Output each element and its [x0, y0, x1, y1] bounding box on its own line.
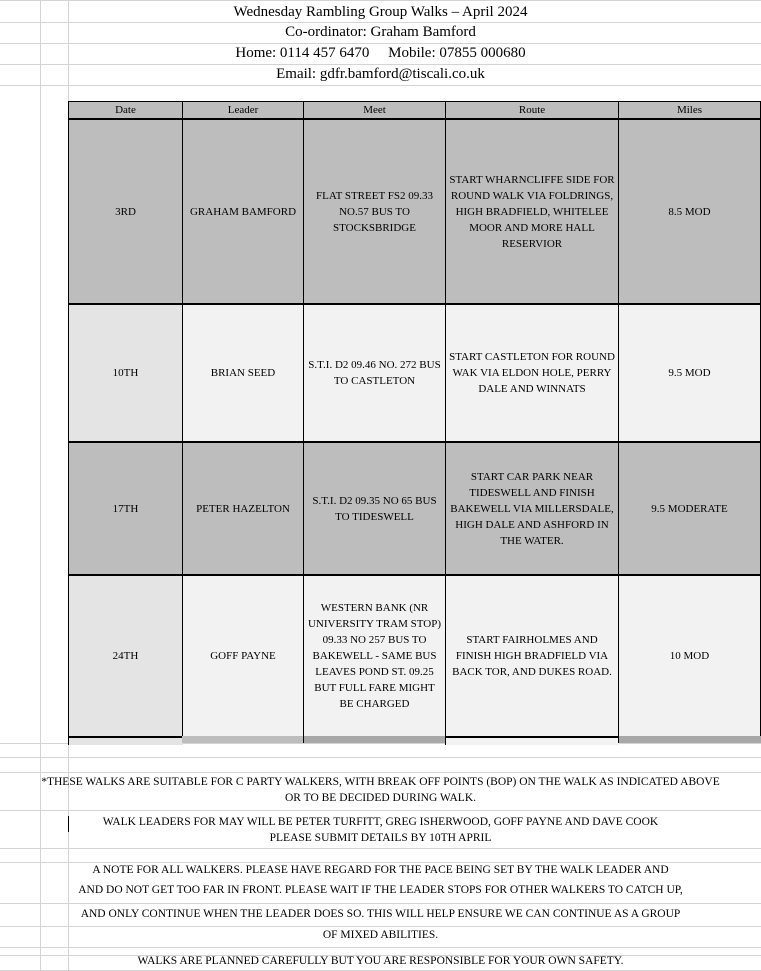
- leader-cell: PETER HAZELTON: [183, 442, 304, 575]
- grid-line: [0, 0, 761, 1]
- date-cell: 24TH: [69, 575, 183, 737]
- miles-cell: 9.5 MODERATE: [619, 442, 761, 575]
- column-header-leader: Leader: [183, 102, 304, 120]
- submit-note: PLEASE SUBMIT DETAILS BY 10TH APRIL: [269, 832, 492, 844]
- row-stub: [68, 736, 183, 745]
- pace-note-4: OF MIXED ABILITIES.: [322, 929, 439, 941]
- grid-line: [0, 85, 761, 86]
- date-cell: 10TH: [69, 304, 183, 442]
- date-cell: 17TH: [69, 442, 183, 575]
- safety-note: WALKS ARE PLANNED CAREFULLY BUT YOU ARE RESPONSIBLE FOR YOUR OWN SAFETY.: [137, 955, 624, 967]
- leader-cell: GRAHAM BAMFORD: [183, 119, 304, 304]
- row-stub: [303, 736, 446, 743]
- grid-line: [0, 772, 761, 773]
- miles-cell: 9.5 MOD: [619, 304, 761, 442]
- leader-cell: BRIAN SEED: [183, 304, 304, 442]
- table-row: [69, 119, 761, 304]
- column-header-date: Date: [69, 102, 183, 120]
- grid-line: [0, 862, 761, 863]
- meet-cell: S.T.I. D2 09.46 NO. 272 BUS TO CASTLETON: [304, 304, 446, 442]
- meet-cell: S.T.I. D2 09.35 NO 65 BUS TO TIDESWELL: [304, 442, 446, 575]
- walks-table: [68, 101, 761, 737]
- row-stub: [445, 736, 619, 745]
- page-title: Wednesday Rambling Group Walks – April 2024: [233, 4, 528, 20]
- email-line: Email: gdfr.bamford@tiscali.co.uk: [276, 66, 485, 82]
- column-header-meet: Meet: [304, 102, 446, 120]
- date-cell: 3RD: [69, 119, 183, 304]
- column-header-route: Route: [446, 102, 619, 120]
- grid-line: [0, 810, 761, 811]
- grid-line: [0, 926, 761, 927]
- suitability-note: *THESE WALKS ARE SUITABLE FOR C PARTY WALKERS, WITH BREAK OFF POINTS (BOP) ON THE WALK AS INDICATED ABOVE: [41, 776, 720, 788]
- phone-line: Home: 0114 457 6470 Mobile: 07855 000680: [235, 45, 526, 61]
- grid-line: [0, 848, 761, 849]
- row-stub: [618, 736, 761, 743]
- table-header-row: [69, 102, 761, 120]
- table-row: [69, 304, 761, 442]
- grid-line: [0, 947, 761, 948]
- row-stub: [182, 736, 303, 743]
- column-header-miles: Miles: [619, 102, 761, 120]
- table-row: [69, 575, 761, 737]
- may-leaders-note: WALK LEADERS FOR MAY WILL BE PETER TURFITT, GREG ISHERWOOD, GOFF PAYNE AND DAVE COOK: [102, 816, 659, 828]
- pace-note-1: A NOTE FOR ALL WALKERS. PLEASE HAVE REGARD FOR THE PACE BEING SET BY THE WALK LEADER AND: [92, 864, 669, 876]
- grid-line: [0, 757, 761, 758]
- meet-cell: WESTERN BANK (NR UNIVERSITY TRAM STOP) 09.33 NO 257 BUS TO BAKEWELL - SAME BUS LEAVES POND ST. 09.25 BUT FULL FARE MIGHT BE CHARGED: [304, 575, 446, 737]
- grid-line: [0, 903, 761, 904]
- meet-cell: FLAT STREET FS2 09.33 NO.57 BUS TO STOCKSBRIDGE: [304, 119, 446, 304]
- route-cell: START CASTLETON FOR ROUND WAK VIA ELDON HOLE, PERRY DALE AND WINNATS: [446, 304, 619, 442]
- pace-note-2: AND DO NOT GET TOO FAR IN FRONT. PLEASE WAIT IF THE LEADER STOPS FOR OTHER WALKERS TO CATCH UP,: [78, 884, 683, 896]
- suitability-note-cont: OR TO BE DECIDED DURING WALK.: [284, 792, 477, 804]
- route-cell: START WHARNCLIFFE SIDE FOR ROUND WALK VIA FOLDRINGS, HIGH BRADFIELD, WHITELEE MOOR AND MORE HALL RESERVIOR: [446, 119, 619, 304]
- miles-cell: 10 MOD: [619, 575, 761, 737]
- route-cell: START CAR PARK NEAR TIDESWELL AND FINISH BAKEWELL VIA MILLERSDALE, HIGH DALE AND ASHFORD IN THE WATER.: [446, 442, 619, 575]
- route-cell: START FAIRHOLMES AND FINISH HIGH BRADFIELD VIA BACK TOR, AND DUKES ROAD.: [446, 575, 619, 737]
- coordinator-line: Co-ordinator: Graham Bamford: [285, 24, 476, 40]
- table-row: [69, 442, 761, 575]
- leader-cell: GOFF PAYNE: [183, 575, 304, 737]
- pace-note-3: AND ONLY CONTINUE WHEN THE LEADER DOES SO. THIS WILL HELP ENSURE WE CAN CONTINUE AS A GROUP: [80, 908, 681, 920]
- miles-cell: 8.5 MOD: [619, 119, 761, 304]
